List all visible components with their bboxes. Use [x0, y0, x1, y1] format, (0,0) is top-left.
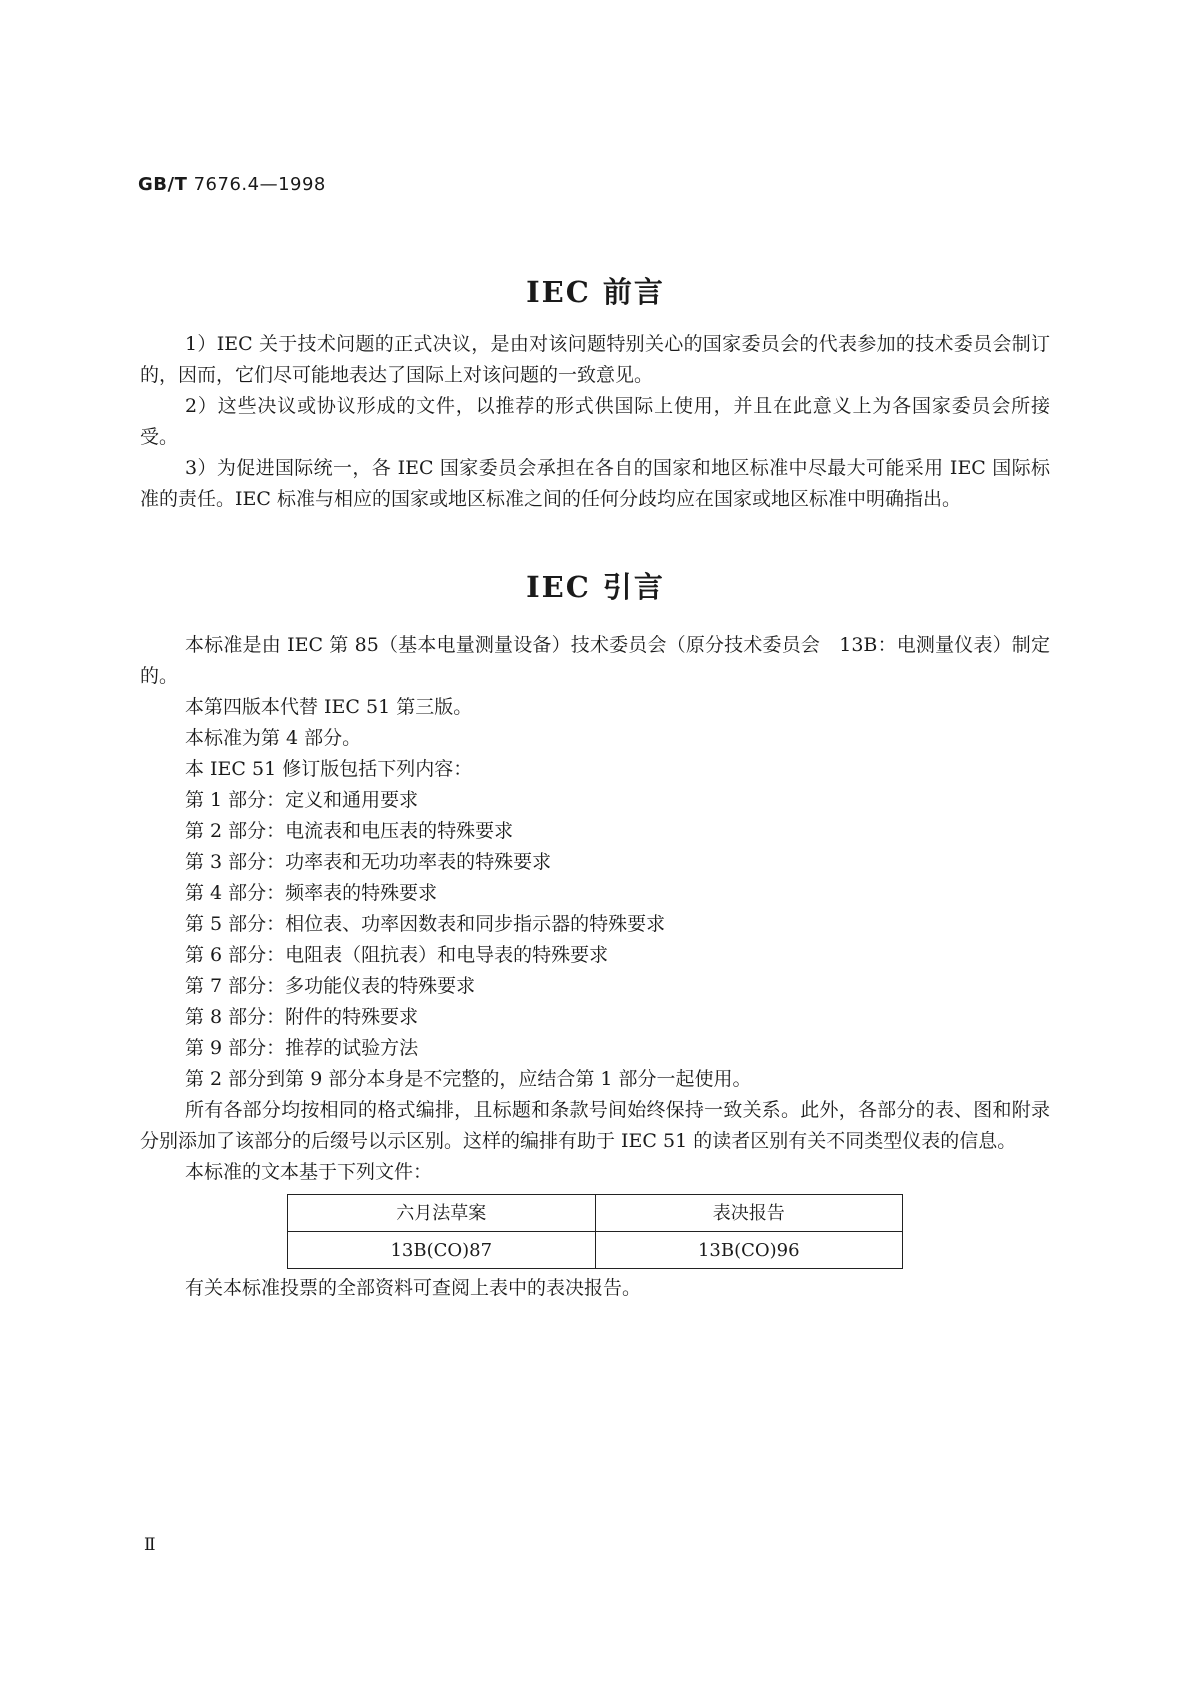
- page-number: Ⅱ: [144, 1535, 156, 1555]
- part-item: 第 5 部分：相位表、功率因数表和同步指示器的特殊要求: [185, 913, 666, 935]
- intro-paragraph: 所有各部分均按相同的格式编排，且标题和条款号间始终保持一致关系。此外，各部分的表、图和附录分别添加了该部分的后缀号以示区别。这样的编排有助于 IEC 51 的读者区别有关不同类型仪表的信息。: [140, 1099, 1050, 1152]
- intro-line: 本标准为第 4 部分。: [185, 727, 362, 749]
- introduction-title: IEC 引言: [526, 570, 665, 604]
- foreword-title: IEC 前言: [526, 275, 665, 309]
- foreword-body: [140, 329, 1050, 515]
- foreword-paragraph: 3）为促进国际统一，各 IEC 国家委员会承担在各自的国家和地区标准中尽最大可能采用 IEC 国际标准的责任。IEC 标准与相应的国家或地区标准之间的任何分歧均应在国家或地区标准中明确指出。: [140, 457, 1050, 510]
- table-header-cell: 表决报告: [595, 1195, 903, 1232]
- part-item: 第 7 部分：多功能仪表的特殊要求: [185, 975, 476, 997]
- intro-line: 本 IEC 51 修订版包括下列内容：: [185, 758, 473, 780]
- code-prefix: GB/T: [138, 174, 188, 195]
- table-header-cell: 六月法草案: [288, 1195, 596, 1232]
- intro-line: 第 2 部分到第 9 部分本身是不完整的，应结合第 1 部分一起使用。: [185, 1068, 752, 1090]
- documents-table: [287, 1194, 903, 1269]
- foreword-paragraph: 1）IEC 关于技术问题的正式决议，是由对该问题特别关心的国家委员会的代表参加的技术委员会制订的，因而，它们尽可能地表达了国际上对该问题的一致意见。: [140, 333, 1050, 386]
- part-item: 第 8 部分：附件的特殊要求: [185, 1006, 419, 1028]
- intro-line: 有关本标准投票的全部资料可查阅上表中的表决报告。: [185, 1277, 642, 1299]
- code-number: 7676.4—1998: [193, 174, 326, 195]
- document-code: [138, 174, 326, 195]
- part-item: 第 6 部分：电阻表（阻抗表）和电导表的特殊要求: [185, 944, 609, 966]
- intro-line: 本标准的文本基于下列文件：: [185, 1161, 433, 1183]
- table-cell: 13B(CO)96: [595, 1232, 903, 1269]
- part-item: 第 1 部分：定义和通用要求: [185, 789, 419, 811]
- part-item: 第 2 部分：电流表和电压表的特殊要求: [185, 820, 514, 842]
- intro-paragraph: 本标准是由 IEC 第 85（基本电量测量设备）技术委员会（原分技术委员会 13B：电测量仪表）制定的。: [140, 634, 1050, 687]
- table-row: [288, 1232, 903, 1269]
- introduction-body: [140, 630, 1050, 1304]
- part-item: 第 4 部分：频率表的特殊要求: [185, 882, 438, 904]
- part-item: 第 3 部分：功率表和无功功率表的特殊要求: [185, 851, 552, 873]
- table-header-row: [288, 1195, 903, 1232]
- table-cell: 13B(CO)87: [288, 1232, 596, 1269]
- foreword-paragraph: 2）这些决议或协议形成的文件，以推荐的形式供国际上使用，并且在此意义上为各国家委员会所接受。: [140, 395, 1050, 448]
- part-item: 第 9 部分：推荐的试验方法: [185, 1037, 419, 1059]
- intro-line: 本第四版本代替 IEC 51 第三版。: [185, 696, 473, 718]
